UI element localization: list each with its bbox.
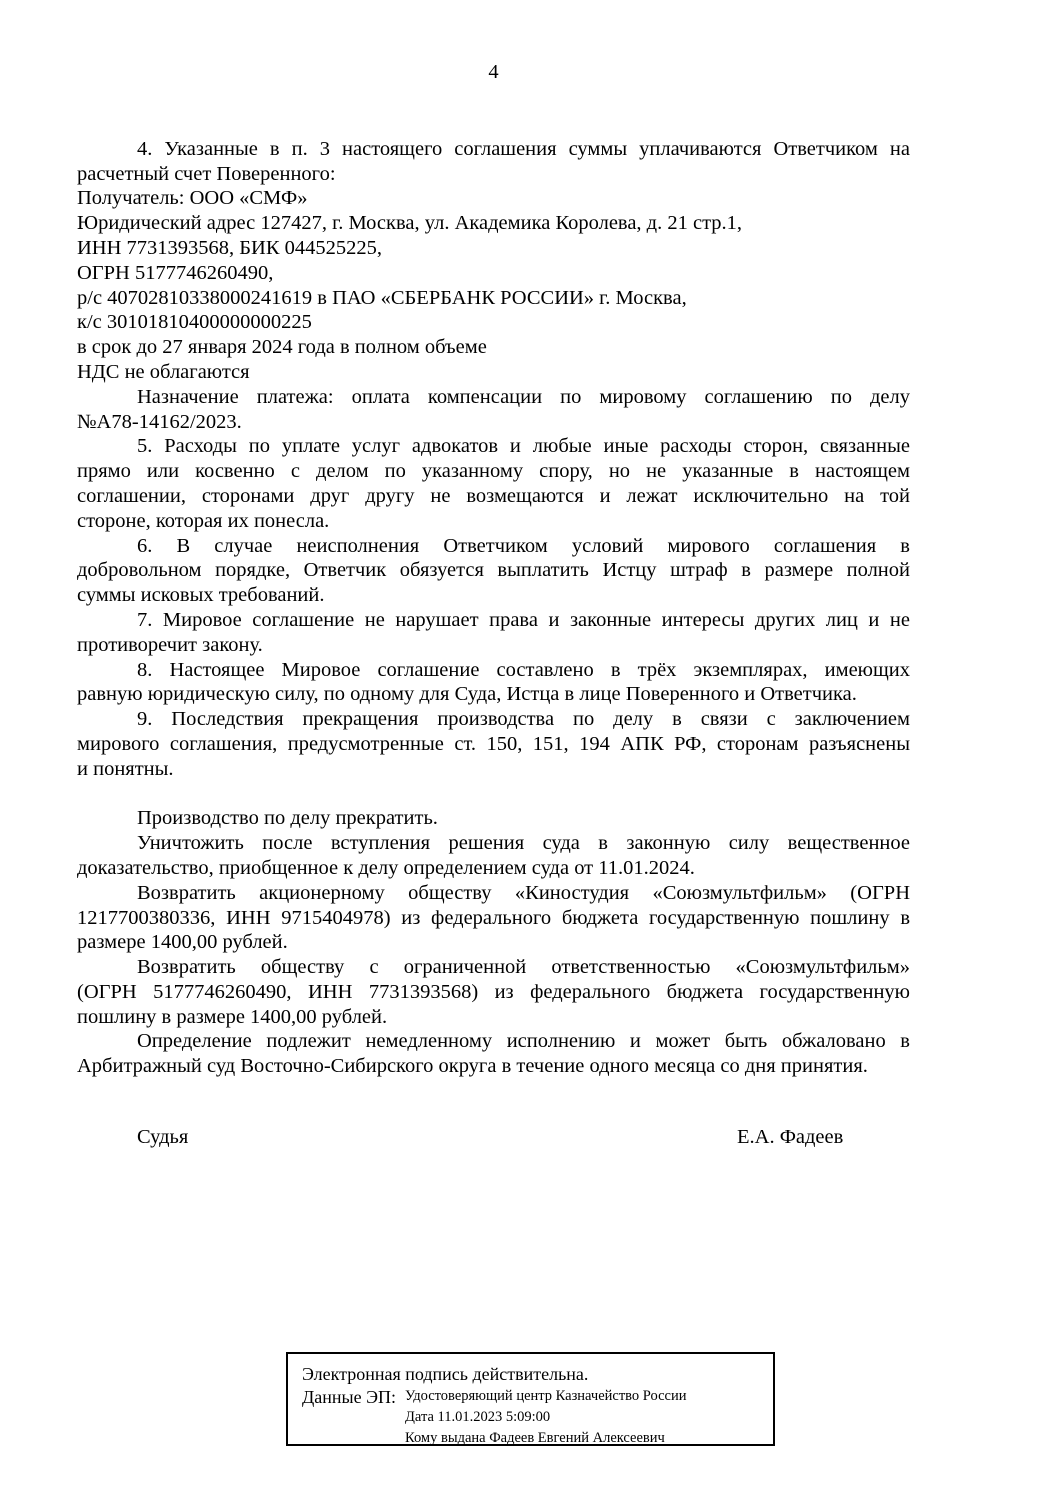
text-line: 1217700380336, ИНН 9715404978) из федерального бюджета государственную пошлину в (77, 906, 910, 929)
stamp-validity-text: Электронная подпись действительна. (302, 1364, 589, 1384)
text-line: Назначение платежа: оплата компенсации по мировому соглашению по делу (137, 385, 910, 408)
text-line: ОГРН 5177746260490, (77, 261, 274, 284)
text-line: добровольном порядке, Ответчик обязуется выплатить Истцу штраф в размере полной (77, 559, 910, 582)
text-line: Возвратить акционерному обществу «Киностудия «Союзмультфильм» (ОГРН (137, 881, 910, 904)
text-line: (ОГРН 5177746260490, ИНН 7731393568) из федерального бюджета государственную (77, 980, 910, 1003)
text-line: равную юридическую силу, по одному для Суда, Истца в лице Поверенного и Ответчика. (77, 683, 857, 706)
text-line: ИНН 7731393568, БИК 044525225, (77, 236, 383, 259)
text-line: 5. Расходы по уплате услуг адвокатов и любые иные расходы сторон, связанные (137, 435, 910, 458)
text-line: пошлину в размере 1400,00 рублей. (77, 1005, 388, 1028)
text-line: 8. Настоящее Мировое соглашение составлено в трёх экземплярах, имеющих (137, 658, 910, 681)
text-line: 9. Последствия прекращения производства по делу в связи с заключением (137, 708, 910, 731)
paragraph (77, 881, 910, 955)
paragraph (77, 608, 910, 658)
paragraph (77, 707, 910, 781)
text-line: соглашении, сторонами друг другу не возмещаются и лежат исключительно на той (77, 484, 910, 507)
text-line: НДС не облагаются (77, 360, 250, 383)
text-line: Арбитражный суд Восточно-Сибирского округа в течение одного месяца со дня принятия. (77, 1055, 868, 1078)
text-line: прямо или косвенно с делом по указанному спору, но не указанные в настоящем (77, 460, 910, 483)
text-line: Производство по делу прекратить. (137, 807, 438, 830)
stamp-data-label: Данные ЭП: (302, 1387, 396, 1407)
text-line: р/с 40702810338000241619 в ПАО «СБЕРБАНК РОССИИ» г. Москва, (77, 286, 687, 309)
text-line: расчетный счет Поверенного: (77, 162, 336, 185)
signature-row (77, 1125, 910, 1150)
paragraph (77, 137, 910, 187)
text-line: в срок до 27 января 2024 года в полном объеме (77, 336, 487, 359)
paragraph (77, 261, 910, 286)
text-line: Получатель: ООО «СМФ» (77, 187, 308, 210)
paragraph (77, 360, 910, 385)
text-line: Уничтожить после вступления решения суда в законную силу вещественное (137, 832, 910, 855)
paragraph (77, 831, 910, 881)
text-line: размере 1400,00 рублей. (77, 931, 288, 954)
e-signature-stamp (286, 1352, 775, 1446)
text-line: противоречит закону. (77, 633, 263, 656)
text-line: к/с 30101810400000000225 (77, 311, 312, 334)
paragraph (77, 534, 910, 608)
stamp-certification-center: Удостоверяющий центр Казначейство России (405, 1388, 687, 1404)
document-content (77, 60, 910, 1150)
text-line: Юридический адрес 127427, г. Москва, ул. Академика Королева, д. 21 стр.1, (77, 212, 743, 235)
text-line: Возвратить обществу с ограниченной ответственностью «Союзмультфильм» (137, 956, 910, 979)
paragraph (77, 1029, 910, 1079)
paragraph (77, 286, 910, 311)
paragraph (77, 658, 910, 708)
text-line: доказательство, приобщенное к делу определением суда от 11.01.2024. (77, 856, 695, 879)
text-line: 6. В случае неисполнения Ответчиком условий мирового соглашения в (137, 534, 910, 557)
text-line: мирового соглашения, предусмотренные ст. 150, 151, 194 АПК РФ, сторонам разъяснены (77, 732, 910, 755)
page-number: 4 (488, 61, 499, 83)
judge-name: Е.А. Фадеев (737, 1126, 844, 1149)
stamp-details (405, 1386, 687, 1449)
text-line: и понятны. (77, 757, 174, 780)
judge-label: Судья (137, 1126, 189, 1149)
stamp-data-row (302, 1386, 761, 1449)
paragraph (77, 434, 910, 533)
text-line: суммы исковых требований. (77, 584, 325, 607)
text-line: Определение подлежит немедленному исполнению и может быть обжаловано в (137, 1030, 910, 1053)
stamp-issued-to: Кому выдана Фадеев Евгений Алексеевич (405, 1430, 665, 1446)
paragraph (77, 806, 910, 831)
paragraph (77, 236, 910, 261)
text-line: 4. Указанные в п. 3 настоящего соглашения суммы уплачиваются Ответчиком на (137, 137, 910, 160)
text-line: 7. Мировое соглашение не нарушает права и законные интересы других лиц и не (137, 608, 910, 631)
paragraph (77, 310, 910, 335)
text-line: №А78-14162/2023. (77, 410, 242, 433)
document-body (77, 137, 910, 1079)
paragraph (77, 335, 910, 360)
paragraph (77, 186, 910, 211)
paragraph (77, 385, 910, 435)
text-line: стороне, которая их понесла. (77, 509, 330, 532)
paragraph (77, 211, 910, 236)
paragraph (77, 955, 910, 1029)
stamp-date: Дата 11.01.2023 5:09:00 (405, 1409, 551, 1425)
